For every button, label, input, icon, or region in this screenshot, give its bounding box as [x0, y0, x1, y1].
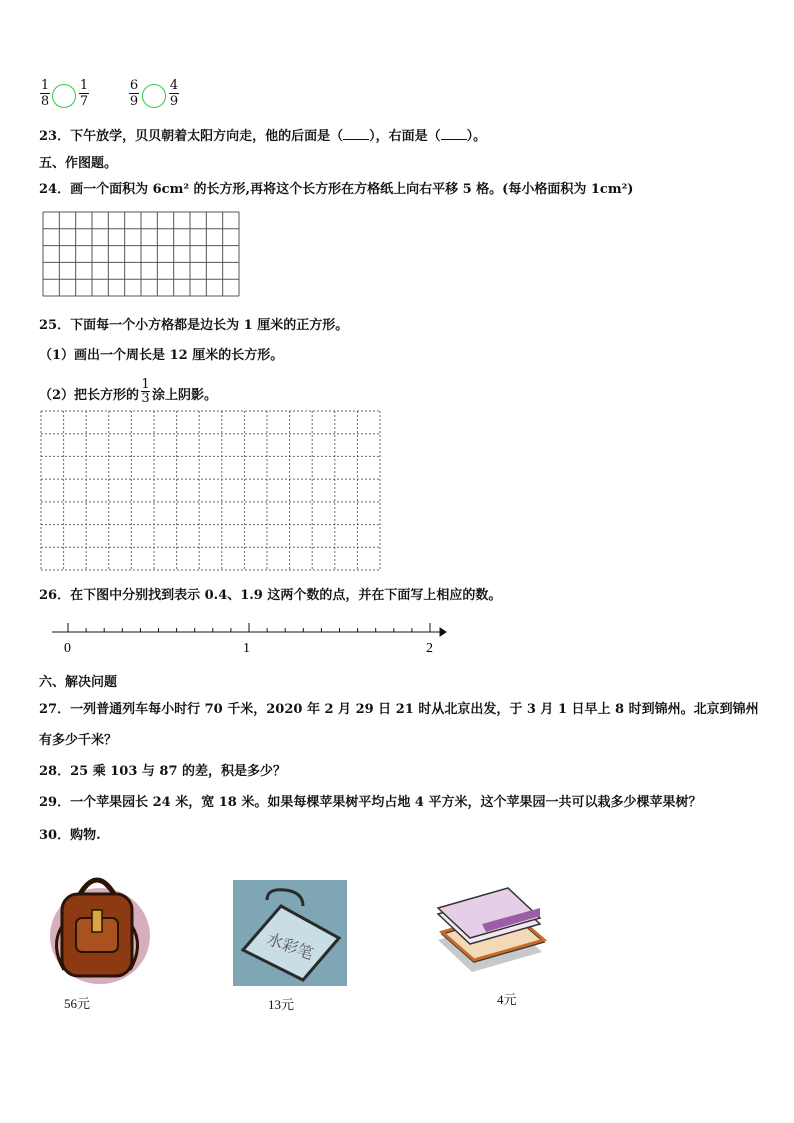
- number-line-label-2: 2: [426, 641, 433, 656]
- numerator: 1: [79, 78, 89, 93]
- answer-blank-behind[interactable]: [343, 128, 369, 140]
- denominator: 7: [79, 94, 89, 109]
- denominator: 9: [129, 94, 139, 109]
- section-6-heading: 六、解决问题: [39, 675, 118, 690]
- question-26: 26．在下图中分别找到表示 0.4、1.9 这两个数的点，并在下面写上相应的数。: [39, 588, 502, 603]
- number-line-arrow: [440, 628, 446, 636]
- question-25-part-1: （1）画出一个周长是 12 厘米的长方形。: [39, 348, 284, 363]
- number-line[interactable]: [50, 620, 450, 660]
- grid-q24[interactable]: [42, 211, 240, 297]
- numerator: 4: [169, 78, 179, 93]
- watercolor-pen-box-image: [233, 880, 347, 986]
- question-30: 30．购物.: [39, 828, 101, 843]
- question-25-part-2: （2）把长方形的 1 3 涂上阴影。: [39, 377, 218, 406]
- denominator: 8: [40, 94, 50, 109]
- answer-blank-right[interactable]: [441, 128, 467, 140]
- fraction-4-9: [169, 78, 179, 109]
- dotted-grid-q25[interactable]: [40, 410, 382, 572]
- question-27-line-1: 27．一列普通列车每小时行 70 千米，2020 年 2 月 29 日 21 时从北京出发，于 3 月 1 日早上 8 时到锦州。北京到锦州: [39, 702, 759, 717]
- number-line-label-1: 1: [243, 641, 250, 656]
- number-line-label-0: 0: [64, 641, 71, 656]
- question-29: 29．一个苹果园长 24 米，宽 18 米。如果每棵苹果树平均占地 4 平方米，这个苹果园一共可以栽多少棵苹果树？: [39, 795, 702, 810]
- question-28: 28．25 乘 103 与 87 的差，积是多少？: [39, 764, 287, 779]
- question-25: 25．下面每一个小方格都是边长为 1 厘米的正方形。: [39, 318, 349, 333]
- question-23: 23．下午放学，贝贝朝着太阳方向走，他的后面是（ ），右面是（ ）。: [39, 129, 487, 144]
- question-24: 24．画一个面积为 6cm² 的长方形,再将这个长方形在方格纸上向右平移 5 格。(每小格面积为 1cm²): [39, 182, 634, 197]
- numerator: 1: [40, 78, 50, 93]
- notebooks-image: [432, 884, 550, 978]
- denominator: 9: [169, 94, 179, 109]
- fraction-1-8: [40, 78, 50, 109]
- question-27-line-2: 有多少千米？: [39, 733, 118, 748]
- fraction-1-7: [79, 78, 89, 109]
- numerator: 6: [129, 78, 139, 93]
- section-5-heading: 五、作图题。: [39, 156, 118, 171]
- compare-circle-2[interactable]: [142, 84, 166, 108]
- price-backpack: 56元: [64, 996, 91, 1011]
- fraction-6-9: [129, 78, 139, 109]
- backpack-image: [40, 866, 152, 990]
- pen-box-label: 水彩笔: [264, 929, 316, 964]
- compare-circle-1[interactable]: [52, 84, 76, 108]
- fraction-1-3: 1 3: [141, 377, 150, 406]
- price-pen-box: 13元: [268, 997, 295, 1012]
- price-notebooks: 4元: [497, 992, 517, 1007]
